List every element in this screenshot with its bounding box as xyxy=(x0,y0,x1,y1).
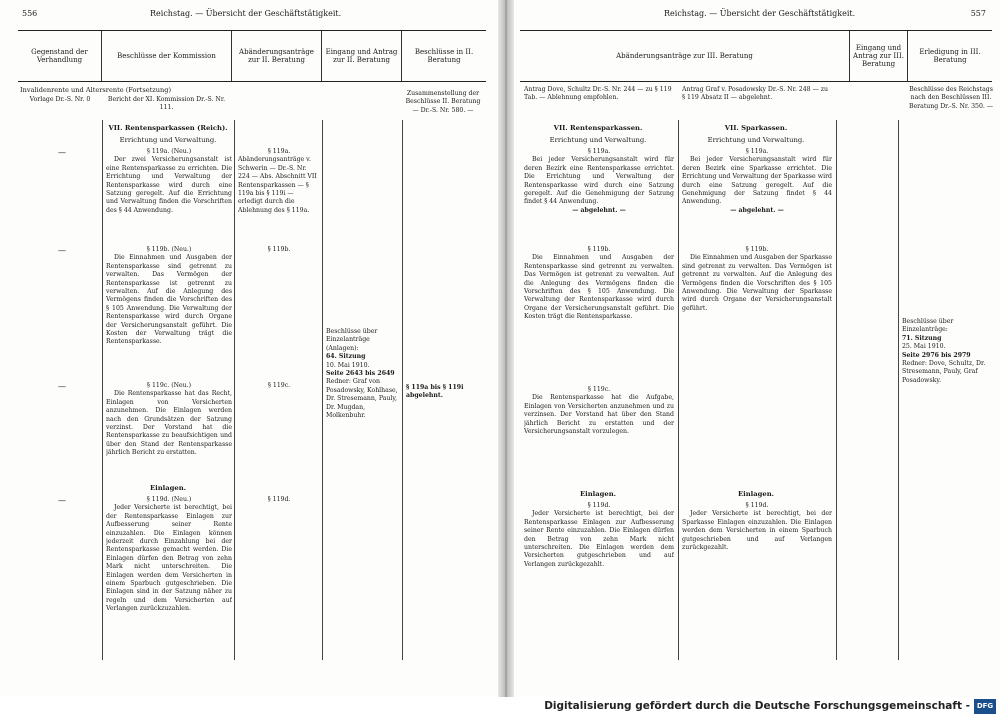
note-text: Abänderungsanträge v. Schwerin — Dr.-S. Nr. 224 — Abs. Abschnitt VII Rentensparkassen — § 119a bis § 119i — erledigt durch die Ablehnung des § 119a. xyxy=(238,156,317,214)
running-head: Reichstag. — Übersicht der Geschäftstätigkeit. xyxy=(664,9,856,18)
header-entry-iii: Eingang und Antrag zur III. Beratung xyxy=(850,31,908,81)
resolution-ref: Beschlüsse des Reichstags nach den Beschlüssen III. Beratung Dr.-S. Nr. 350. — xyxy=(908,86,994,110)
session-note xyxy=(326,328,400,420)
right-page xyxy=(514,0,1000,697)
para-text: Die Einnahmen und Ausgaben der Rentensparkasse sind getrennt zu verwalten. Das Vermögen ist getrennt zu verwalten. Auf die Anlegung des Vermögens finden die Vorschriften des § 105 Anwendung. Die Verwaltung der Rentensparkasse wird durch Organe der Versicherungsanstalt geführt. Die Kosten trägt die Rentensparkasse. xyxy=(524,254,674,321)
amendment-ref: § 119d. xyxy=(267,496,291,503)
einlagen-para xyxy=(682,502,832,552)
book-gutter xyxy=(498,0,514,697)
header-commission: Beschlüsse der Kommission xyxy=(102,31,232,81)
einlagen-para xyxy=(106,496,232,614)
session-pages: Seite 2976 bis 2979 xyxy=(902,351,971,359)
para-text: Die Rentensparkasse hat die Aufgabe, Einlagen von Versicherten anzunehmen und zu verzinsen. Der Vorstand hat über den Stand jährlich Bericht zu erstatten und der Versicherungsanstalt vorzulegen. xyxy=(524,394,674,436)
rentensparkasse-para xyxy=(524,386,674,436)
header-entry: Eingang und Antrag zur II. Beratung xyxy=(322,31,402,81)
column-rule xyxy=(836,120,837,660)
subject-ref: Vorlage Dr.-S. Nr. 0 xyxy=(29,96,91,103)
column-rule xyxy=(322,120,323,660)
header-amendments: Abänderungsanträge zur II. Beratung xyxy=(232,31,322,81)
session-pages: Seite 2643 bis 2649 xyxy=(326,370,395,378)
einlagen-title: Einlagen. xyxy=(149,484,187,492)
para-text: Die Einnahmen und Ausgaben der Rentensparkasse sind getrennt zu verwalten. Das Vermögen der Rentensparkasse ist getrennt zu verwalten. Auf die Anlegung des Vermögens finden die Vorschriften des § 105 Anwendung. Die Verwaltung der Rentensparkasse wird durch Organe der Versicherungsanstalt geführt. Die Kosten der Verwaltung trägt die Rentensparkasse. xyxy=(106,254,232,346)
para-result: — abgelehnt. — xyxy=(572,206,626,214)
para-ref: § 119a. xyxy=(587,148,611,155)
column-rule xyxy=(234,120,235,660)
para-ref: § 119b. xyxy=(745,246,769,253)
dash-mark: — xyxy=(58,148,66,157)
para-text: Jeder Versicherte ist berechtigt, bei der Sparkasse Einlagen einzuzahlen. Die Einlagen werden dem Versicherten in einem Sparbuch gutgeschrieben und auf Verlangen zurückgezahlt. xyxy=(682,510,832,552)
para-result: — abgelehnt. — xyxy=(730,206,784,214)
commission-para xyxy=(106,148,232,215)
para-text: Jeder Versicherte ist berechtigt, bei der Rentensparkasse Einlagen zur Aufbesserung seiner Rente einzuzahlen. Die Einlagen dürfen den Betrag von zehn Mark nicht unterschreiten. Die Einlagen werden dem Versicherten gutgeschrieben und auf Verlangen zurückgezahlt. xyxy=(524,510,674,568)
session-number: 71. Sitzung xyxy=(902,334,942,342)
para-text: Bei jeder Versicherungsanstalt wird für deren Bezirk eine Rentensparkasse errichtet. Die Errichtung und Verwaltung der Rentensparkasse wird durch eine Satzung geregelt. Auf die Genehmigung der Satzung findet § 44 Anwendung. xyxy=(524,156,674,206)
sub-title: Errichtung und Verwaltung. xyxy=(549,136,647,144)
para-ref: § 119d. xyxy=(587,502,611,509)
para-ref: § 119d. xyxy=(745,502,769,509)
session-date: 10. Mai 1910. xyxy=(326,361,370,369)
header-amendments-iii: Abänderungsanträge zur III. Beratung xyxy=(520,31,850,81)
column-rule xyxy=(678,120,679,660)
rentensparkasse-para xyxy=(524,246,674,322)
sub-title: Errichtung und Verwaltung. xyxy=(119,136,217,144)
motion-middle: Antrag Graf v. Posadowsky Dr.-S. Nr. 248 — zu § 119 Absatz II — abgelehnt. xyxy=(682,86,828,102)
column-header-row xyxy=(18,30,486,82)
para-text: Die Rentensparkasse hat das Recht, Einlagen von Versicherten anzunehmen. Die Einlagen werden nach den Grundsätzen der Satzung verzinst. Der Vorstand hat die Rentensparkasse zu beaufsichtigen und über den Stand der Rentensparkasse jährlich Bericht zu erstatten. xyxy=(106,390,232,457)
column-rule xyxy=(402,120,403,660)
session-date: 25. Mai 1910. xyxy=(902,343,946,351)
dash-mark: — xyxy=(58,382,66,391)
header-resolutions: Beschlüsse in II. Beratung xyxy=(414,47,474,64)
page-number: 557 xyxy=(970,9,986,18)
commission-para xyxy=(106,246,232,347)
session-speakers: Redner: Dove, Schultz, Dr. Stresemann, Pauly, Graf Posadowsky. xyxy=(902,360,986,384)
session-intro: Beschlüsse über Einzelanträge: xyxy=(902,318,954,334)
para-text: Jeder Versicherte ist berechtigt, bei der Rentensparkasse Einlagen zur Aufbesserung seiner Rente einzuzahlen. Die Einlagen können jederzeit durch Einzahlung bei der Rentensparkasse gemacht werden. Die Einlagen dürfen den Betrag von zehn Mark nicht unterschreiten. Die Einlagen werden dem Versicherten in einem Sparbuch gutgeschrieben. Die Einlagen sind in der Satzung näher zu regeln und dem Versicherten auf Verlangen zurückzuzahlen. xyxy=(106,504,232,613)
para-ref: § 119a. xyxy=(745,148,769,155)
commission-para xyxy=(106,382,232,458)
running-head: Reichstag. — Übersicht der Geschäftstätigkeit. xyxy=(150,9,342,18)
commission-ref: Bericht der XI. Kommission Dr.-S. Nr. 111. xyxy=(107,96,226,112)
einlagen-title: Einlagen. xyxy=(737,490,775,498)
motion-left: Antrag Dove, Schultz Dr.-S. Nr. 244 — zu § 119 Tab. — Ablehnung empfohlen. xyxy=(524,86,672,102)
sparkasse-para xyxy=(682,148,832,215)
resolution-ref: Zusammenstellung der Beschlüsse II. Beratung — Dr.-S. Nr. 580. — xyxy=(405,90,481,114)
left-page xyxy=(0,0,498,697)
einlagen-para xyxy=(524,502,674,569)
column-header-row xyxy=(520,30,992,82)
header-settlement-iii: Erledigung in III. Beratung xyxy=(919,47,981,64)
amendment-ref: § 119c. xyxy=(267,382,291,389)
sparkasse-para xyxy=(682,246,832,313)
column-rule xyxy=(898,120,899,660)
subject-line: Invalidenrente und Altersrente (Fortsetzung) xyxy=(20,86,172,94)
section-title: VII. Rentensparkassen. xyxy=(553,124,643,132)
note-ref: § 119a. xyxy=(267,148,291,155)
section-title: VII. Rentensparkassen (Reich). xyxy=(108,124,228,132)
section-title: VII. Sparkassen. xyxy=(724,124,788,132)
page-number: 556 xyxy=(22,9,38,18)
footer-bar xyxy=(0,697,1000,717)
para-text: Der zwei Versicherungsanstalt ist eine Rentensparkasse zu errichten. Die Errichtung und Verwaltung der Rentensparkasse wird durch eine Satzung geregelt. Auf die Errichtung und Verwaltung finden die Vorschriften des § 44 Anwendung. xyxy=(106,156,232,214)
dash-mark: — xyxy=(58,496,66,505)
para-ref: § 119c. (Neu.) xyxy=(146,382,192,389)
column-rule xyxy=(102,120,103,660)
sub-title: Errichtung und Verwaltung. xyxy=(707,136,805,144)
para-text: Bei jeder Versicherungsanstalt wird für deren Bezirk eine Sparkasse errichtet. Die Errichtung und Verwaltung der Sparkasse wird durch eine Satzung geregelt. Auf die Genehmigung der Satzung findet § 44 Anwendung. xyxy=(682,156,832,206)
para-ref: § 119a. (Neu.) xyxy=(146,148,192,155)
decision-text: § 119a bis § 119i abgelehnt. xyxy=(406,384,464,400)
footer-credit: Digitalisierung gefördert durch die Deutsche Forschungsgemeinschaft - xyxy=(544,700,970,712)
dash-mark: — xyxy=(58,246,66,255)
amendment-note xyxy=(238,148,320,215)
amendment-ref: § 119b. xyxy=(267,246,291,253)
einlagen-title: Einlagen. xyxy=(579,490,617,498)
para-ref: § 119d. (Neu.) xyxy=(146,496,192,503)
para-ref: § 119b. xyxy=(587,246,611,253)
dfg-logo: DFG xyxy=(974,699,996,714)
header-subject: Gegenstand der Verhandlung xyxy=(18,31,102,81)
session-intro: Beschlüsse über Einzelanträge (Anlagen): xyxy=(326,328,378,352)
session-note xyxy=(902,318,994,385)
session-number: 64. Sitzung xyxy=(326,353,366,361)
rentensparkasse-para xyxy=(524,148,674,215)
para-text: Die Einnahmen und Ausgaben der Sparkasse sind getrennt zu verwalten. Das Vermögen ist getrennt zu verwalten. Auf die Anlegung des Vermögens finden die Vorschriften des § 105 Anwendung. Die Verwaltung der Sparkasse wird durch Organe der Versicherungsanstalt geführt. xyxy=(682,254,832,312)
para-ref: § 119c. xyxy=(587,386,611,393)
session-speakers: Redner: Graf von Posadowsky, Kohlhase, Dr. Stresemann, Pauly, Dr. Mugdan, Molkenbuhr. xyxy=(326,378,398,420)
para-ref: § 119b. (Neu.) xyxy=(146,246,192,253)
